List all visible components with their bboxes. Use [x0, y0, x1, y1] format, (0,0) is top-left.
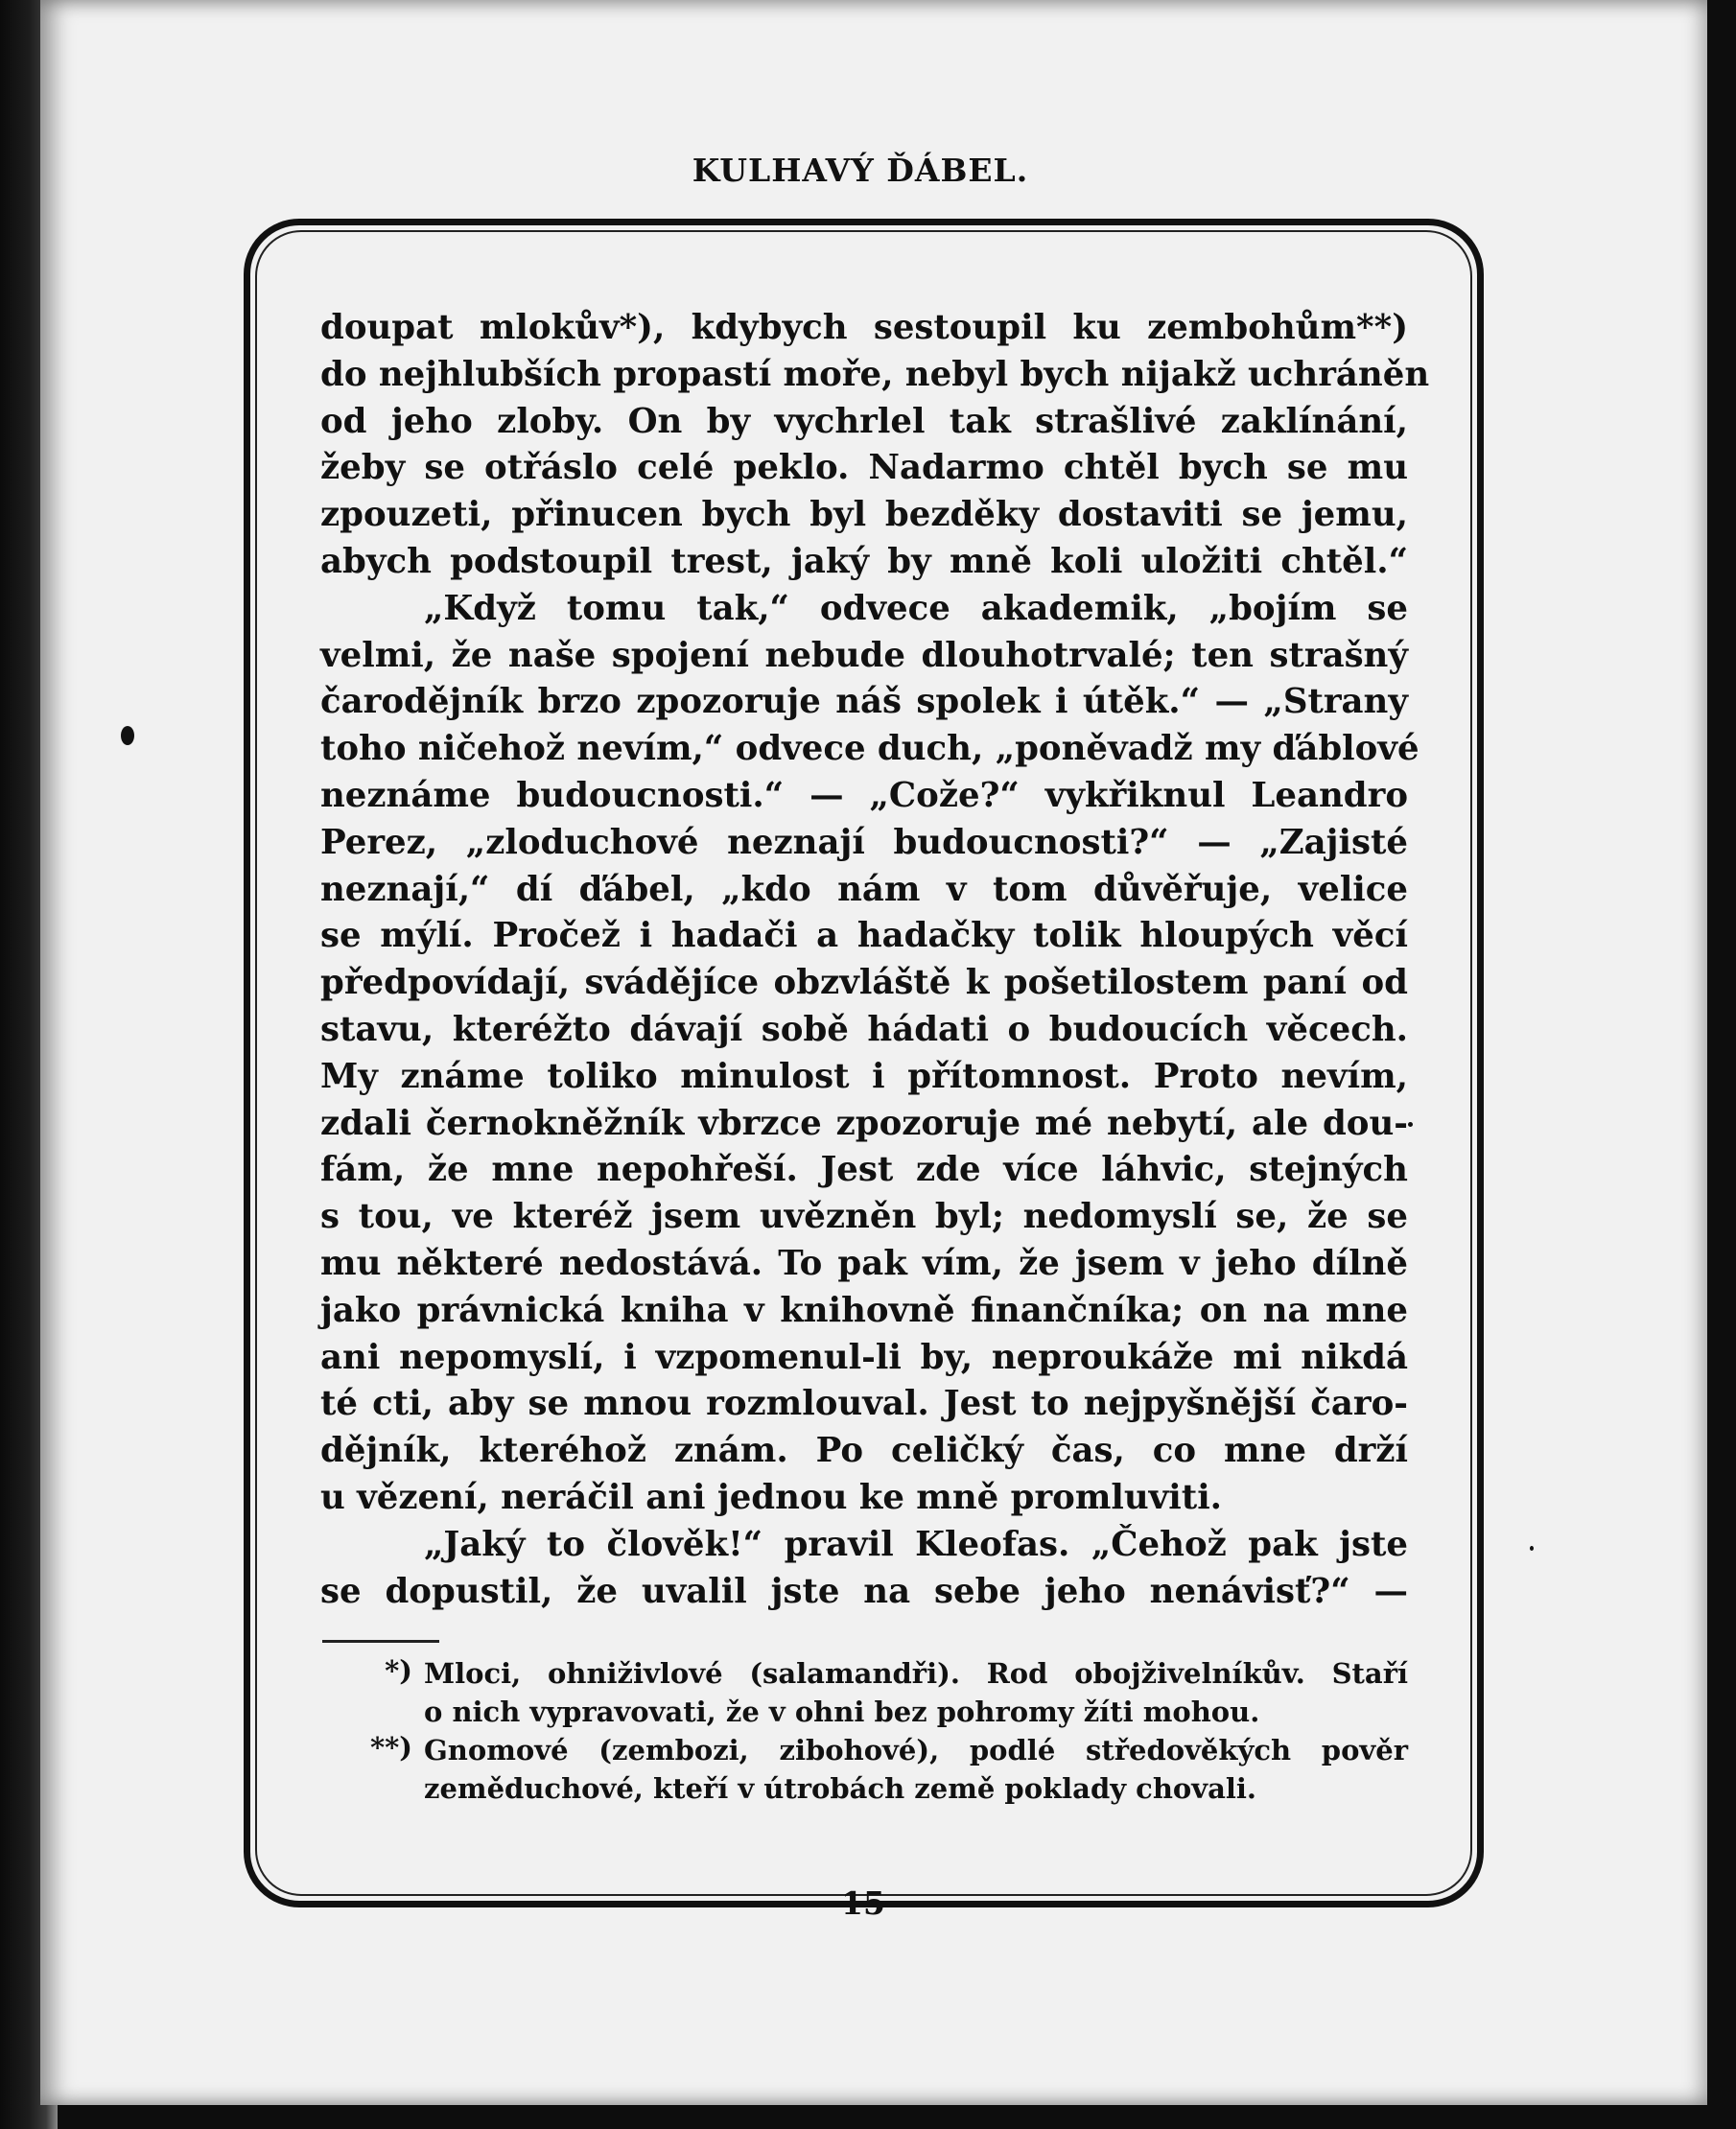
body-line: stavu, kteréžto dávají sobě hádati o budoucích věcech.: [320, 1009, 1408, 1049]
footnote-line: zeměduchové, kteří v útrobách země poklady chovali.: [424, 1772, 1257, 1805]
footnotes: [345, 1654, 1408, 1808]
footnote: [345, 1654, 1408, 1731]
running-title: KULHAVÝ ĎÁBEL.: [692, 152, 1029, 189]
footnote-mark: **): [369, 1731, 412, 1764]
footnote-line: Gnomové (zembozi, zibohové), podlé středověkých pověr: [424, 1734, 1408, 1766]
body-text: [320, 305, 1430, 1615]
body-line: doupat mlokův*), kdybych sestoupil ku zembohům**): [320, 308, 1408, 347]
body-line: neznají,“ dí ďábel, „kdo nám v tom důvěřuje, velice: [320, 869, 1408, 909]
body-line: mu některé nedostává. To pak vím, že jsem v jeho dílně: [320, 1243, 1408, 1283]
body-line: neznáme budoucnosti.“ — „Cože?“ vykřiknul Leandro: [320, 775, 1408, 815]
footer-rule-right: [921, 1901, 1419, 1907]
body-line: od jeho zloby. On by vychrlel tak strašlivé zaklínání,: [320, 401, 1408, 441]
body-line: fám, že mne nepohřeší. Jest zde více láhvic, stejných: [320, 1150, 1408, 1190]
body-line: se dopustil, že uvalil jste na sebe jeho nenávisť?“ —: [320, 1571, 1408, 1611]
footnote-mark: *): [385, 1654, 412, 1687]
body-line: zdali černokněžník vbrzce zpozoruje mé nebytí, ale dou-: [320, 1103, 1408, 1143]
body-line: My známe toliko minulost i přítomnost. Proto nevím,: [320, 1056, 1408, 1096]
body-line: s tou, ve kteréž jsem uvězněn byl; nedomyslí se, že se: [320, 1197, 1408, 1237]
body-line: ani nepomyslí, i vzpomenul-li by, neproukáže mi nikdá: [320, 1337, 1408, 1377]
footnote: [345, 1731, 1408, 1808]
ink-speck: [1408, 1122, 1413, 1127]
footnote-rule: [322, 1640, 439, 1643]
ink-speck: [121, 726, 134, 745]
body-line: čarodějník brzo zpozoruje náš spolek i útěk.“ — „Strany: [320, 682, 1408, 722]
page-footer: [326, 1880, 1419, 1928]
footer-rule-left: [326, 1901, 806, 1907]
footnote-line: Mloci, ohniživlové (salamandři). Rod obojživelníkův. Staří: [424, 1657, 1408, 1690]
body-line: Perez, „zloduchové neznají budoucnosti?“ — „Zajisté: [320, 822, 1408, 862]
footnote-line: o nich vypravovati, že v ohni bez pohromy žíti mohou.: [424, 1696, 1260, 1728]
body-line: jako právnická kniha v knihovně finančníka; on na mne: [320, 1290, 1408, 1330]
body-line: dějník, kteréhož znám. Po celičký čas, co mne drží: [320, 1431, 1408, 1471]
ink-speck: [1530, 1546, 1534, 1551]
body-line: „Jaký to člověk!“ pravil Kleofas. „Čehož pak jste: [424, 1524, 1408, 1564]
body-line: žeby se otřáslo celé peklo. Nadarmo chtěl bych se mu: [320, 448, 1408, 488]
body-line: té cti, aby se mnou rozmlouval. Jest to nejpyšnější čaro-: [320, 1384, 1408, 1424]
body-line: toho ničehož nevím,“ odvece duch, „poněvadž my ďáblové: [320, 729, 1419, 769]
body-line: u vězení, neráčil ani jednou ke mně promluviti.: [320, 1477, 1223, 1517]
body-line: předpovídají, svádějíce obzvláště k pošetilostem paní od: [320, 963, 1408, 1003]
body-line: se mýlí. Pročež i hadači a hadačky tolik hloupých věcí: [320, 916, 1408, 956]
body-line: velmi, že naše spojení nebude dlouhotrvalé; ten strašný: [320, 635, 1408, 675]
page-number: 15: [841, 1884, 885, 1922]
body-line: do nejhlubších propastí moře, nebyl bych nijakž uchráněn: [320, 354, 1430, 394]
body-line: „Když tomu tak,“ odvece akademik, „bojím se: [424, 588, 1408, 628]
body-line: zpouzeti, přinucen bych byl bezděky dostaviti se jemu,: [320, 495, 1408, 535]
body-line: abych podstoupil trest, jaký by mně koli uložiti chtěl.“: [320, 541, 1408, 581]
